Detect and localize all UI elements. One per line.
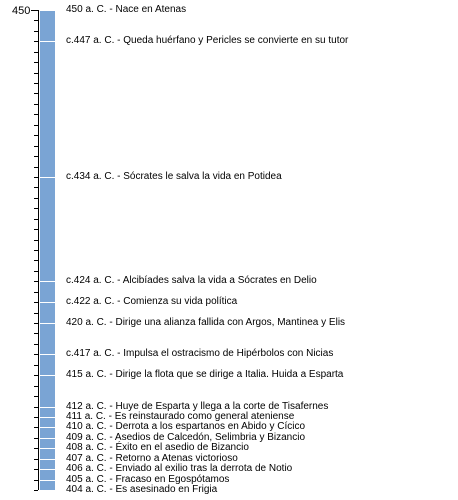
event-marker [40,407,55,408]
axis-tick [34,62,38,63]
axis-tick [34,125,38,126]
axis-tick [34,396,38,397]
axis-tick [34,354,38,355]
event-label: 407 a. C. - Retorno a Atenas victorioso [66,453,238,464]
axis-tick [34,427,38,428]
axis-tick [34,93,38,94]
event-marker [40,302,55,303]
axis-tick [34,229,38,230]
event-label: 410 a. C. - Derrota a los espartanos en Abido y Cícico [66,421,306,432]
event-label: 406 a. C. - Enviado al exilio tras la derrota de Notio [66,463,293,474]
axis-tick [34,448,38,449]
axis-tick [34,219,38,220]
event-marker [40,438,55,439]
axis-tick [31,10,39,11]
axis-tick [34,375,38,376]
axis-tick [34,323,38,324]
event-label: 408 a. C. - Éxito en el asedio de Bizancio [66,442,249,453]
axis-tick [34,31,38,32]
axis-tick [34,386,38,387]
event-label: 405 a. C. - Fracaso en Egospótamos [66,474,230,485]
axis-tick [34,20,38,21]
event-label: c.434 a. C. - Sócrates le salva la vida en Potidea [66,171,282,182]
event-marker [40,427,55,428]
axis-line [38,10,39,490]
event-label: c.417 a. C. - Impulsa el ostracismo de Hipérbolos con Nicias [66,348,334,359]
axis-tick [34,480,38,481]
axis-tick [34,187,38,188]
event-marker [40,490,55,491]
event-marker [40,177,55,178]
axis-tick [34,177,38,178]
axis-tick [34,292,38,293]
timeline-bar [40,10,55,490]
axis-tick [34,41,38,42]
axis-tick [34,302,38,303]
axis-tick [34,208,38,209]
axis-tick [34,459,38,460]
axis-tick [34,156,38,157]
axis-tick [34,469,38,470]
event-marker [40,417,55,418]
axis-tick [34,271,38,272]
event-marker [40,469,55,470]
event-marker [40,459,55,460]
event-label: 411 a. C. - Es reinstaurado como general ateniense [66,411,295,422]
axis-tick [34,198,38,199]
axis-top-label: 450 [12,5,31,17]
axis-tick [34,83,38,84]
axis-tick [34,73,38,74]
event-label: 415 a. C. - Dirige la flota que se dirige a Italia. Huida a Esparta [66,369,344,380]
event-label: 409 a. C. - Asedios de Calcedón, Selimbria y Bizancio [66,432,306,443]
axis-tick [34,490,38,491]
axis-tick [34,240,38,241]
axis-tick [34,344,38,345]
axis-tick [34,333,38,334]
event-marker [40,480,55,481]
axis-tick [34,104,38,105]
event-marker [40,41,55,42]
event-marker [40,448,55,449]
axis-tick [34,438,38,439]
axis-tick [34,417,38,418]
event-marker [40,281,55,282]
axis-tick [34,260,38,261]
event-label: c.422 a. C. - Comienza su vida política [66,296,238,307]
event-marker [40,375,55,376]
event-label: 420 a. C. - Dirige una alianza fallida con Argos, Mantinea y Elis [66,317,346,328]
axis-tick [34,52,38,53]
axis-tick [34,365,38,366]
event-label: 450 a. C. - Nace en Atenas [66,4,187,15]
axis-tick [34,281,38,282]
axis-tick [34,146,38,147]
event-label: c.447 a. C. - Queda huérfano y Pericles se convierte en su tutor [66,35,349,46]
event-label: 404 a. C. - Es asesinado en Frigia [66,484,218,495]
event-label: c.424 a. C. - Alcibíades salva la vida a Sócrates en Delio [66,275,317,286]
event-marker [40,10,55,11]
axis-tick [34,167,38,168]
axis-tick [34,407,38,408]
axis-tick [34,250,38,251]
event-label: 412 a. C. - Huye de Esparta y llega a la corte de Tisafernes [66,401,329,412]
axis-tick [34,313,38,314]
event-marker [40,323,55,324]
event-marker [40,354,55,355]
axis-tick [34,114,38,115]
axis-tick [34,135,38,136]
